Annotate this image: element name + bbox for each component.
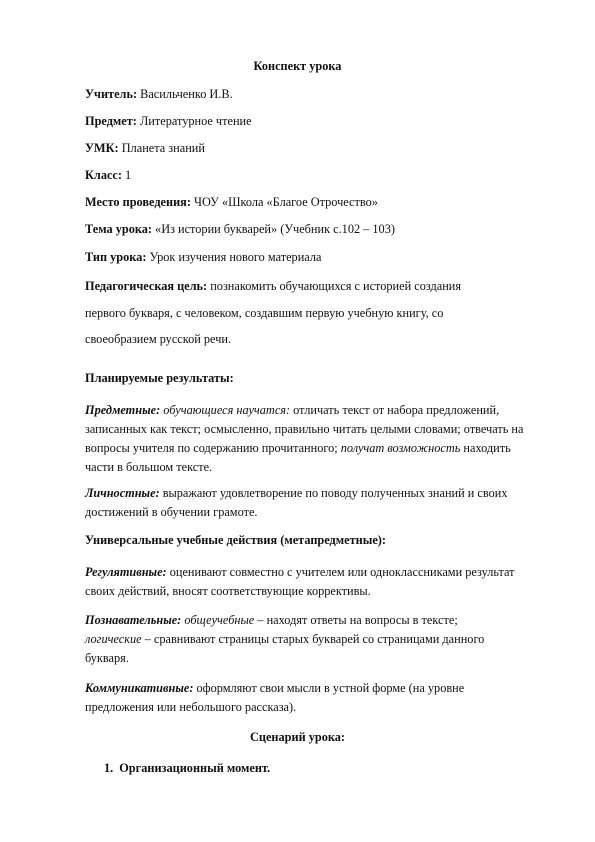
lesson-type-line: Тип урока: Урок изучения нового материала [85,250,322,264]
teacher-line: Учитель: Васильченко И.В. [85,87,233,101]
scenario-heading: Сценарий урока: [249,730,346,744]
subject-line: Предмет: Литературное чтение [85,114,252,128]
personal-results-paragraph: Личностные: выражают удовлетворение по поводу полученных знаний и своих достижений в обучении грамоте. [85,486,508,519]
topic-line: Тема урока: «Из истории букварей» (Учебник с.102 – 103) [85,222,395,236]
subject-results-paragraph: Предметные: обучающиеся научатся: отличать текст от набора предложений, записанных как текст; осмысленно, правильно читать целыми словами; отвечать на вопросы учителя по содержанию прочитанного; получат возможность находить части в большом тексте. [85,403,524,474]
cognitive-paragraph: Познавательные: общеучебные – находят ответы на вопросы в тексте; логические – сравнивают страницы старых букварей со страницами данного букваря. [85,613,485,665]
goal-line-3: своеобразием русской речи. [85,332,232,346]
grade-line: Класс: 1 [85,168,132,182]
stage-number: 1. [104,761,114,775]
place-line: Место проведения: ЧОУ «Школа «Благое Отрочество» [85,195,378,209]
regulatory-paragraph: Регулятивные: оценивают совместно с учителем или одноклассниками результат своих действий, вносят соответствующие коррективы. [85,565,515,598]
umk-line: УМК: Планета знаний [85,141,205,155]
goal-line-1: Педагогическая цель: познакомить обучающихся с историей создания [85,279,462,293]
uud-heading: Универсальные учебные действия (метапредметные): [85,533,386,547]
page-title: Конспект урока [253,59,342,73]
stage-title: Организационный момент. [119,761,271,775]
communicative-paragraph: Коммуникативные: оформляют свои мысли в устной форме (на уровне предложения или небольшого рассказа). [85,681,465,714]
stage-1-item [104,760,270,776]
goal-line-2: первого букваря, с человеком, создавшим первую учебную книгу, со [85,306,444,320]
planned-results-heading: Планируемые результаты: [85,371,234,385]
